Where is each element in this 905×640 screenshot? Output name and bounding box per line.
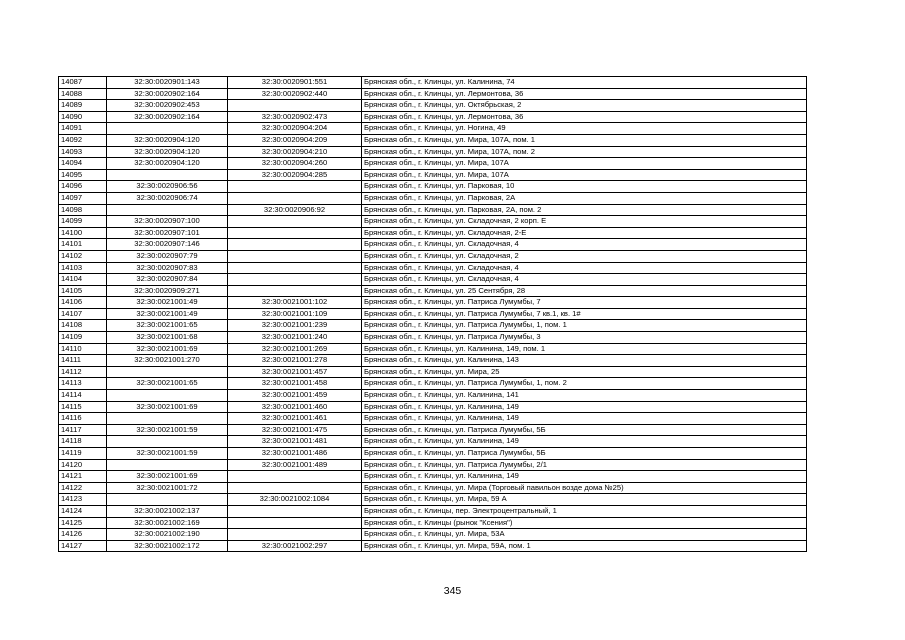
row-number-cell: 14101 [59, 239, 107, 251]
table-row [59, 494, 807, 506]
land-cadastral-number-cell: 32:30:0021001:72 [107, 482, 228, 494]
registry-table-body [59, 77, 807, 552]
building-cadastral-number-cell: 32:30:0020901:551 [228, 77, 362, 89]
land-cadastral-number-cell: 32:30:0021001:59 [107, 448, 228, 460]
address-cell: Брянская обл., г. Клинцы, ул. Патриса Лумумбы, 5Б [362, 424, 807, 436]
row-number-cell: 14122 [59, 482, 107, 494]
land-cadastral-number-cell [107, 366, 228, 378]
building-cadastral-number-cell [228, 227, 362, 239]
table-row [59, 505, 807, 517]
row-number-cell: 14108 [59, 320, 107, 332]
building-cadastral-number-cell [228, 100, 362, 112]
building-cadastral-number-cell [228, 192, 362, 204]
address-cell: Брянская обл., г. Клинцы, ул. Патриса Лумумбы, 5Б [362, 448, 807, 460]
address-cell: Брянская обл., г. Клинцы, ул. Лермонтова, 36 [362, 111, 807, 123]
table-row [59, 274, 807, 286]
table-row [59, 482, 807, 494]
land-cadastral-number-cell: 32:30:0021002:172 [107, 540, 228, 552]
building-cadastral-number-cell [228, 529, 362, 541]
row-number-cell: 14100 [59, 227, 107, 239]
table-row [59, 285, 807, 297]
land-cadastral-number-cell: 32:30:0021001:59 [107, 424, 228, 436]
building-cadastral-number-cell: 32:30:0020904:204 [228, 123, 362, 135]
land-cadastral-number-cell: 32:30:0020901:143 [107, 77, 228, 89]
address-cell: Брянская обл., г. Клинцы, ул. Парковая, 10 [362, 181, 807, 193]
land-cadastral-number-cell: 32:30:0020904:120 [107, 146, 228, 158]
address-cell: Брянская обл., г. Клинцы, ул. Патриса Лумумбы, 7 [362, 297, 807, 309]
address-cell: Брянская обл., г. Клинцы, ул. Парковая, 2А, пом. 2 [362, 204, 807, 216]
building-cadastral-number-cell [228, 517, 362, 529]
address-cell: Брянская обл., г. Клинцы, ул. Складочная, 2 [362, 250, 807, 262]
land-cadastral-number-cell: 32:30:0021001:49 [107, 297, 228, 309]
row-number-cell: 14095 [59, 169, 107, 181]
address-cell: Брянская обл., г. Клинцы, ул. Мира, 59 А [362, 494, 807, 506]
building-cadastral-number-cell: 32:30:0021002:297 [228, 540, 362, 552]
building-cadastral-number-cell: 32:30:0021001:278 [228, 355, 362, 367]
table-row [59, 529, 807, 541]
building-cadastral-number-cell: 32:30:0021001:109 [228, 308, 362, 320]
row-number-cell: 14098 [59, 204, 107, 216]
table-row [59, 413, 807, 425]
row-number-cell: 14115 [59, 401, 107, 413]
row-number-cell: 14118 [59, 436, 107, 448]
land-cadastral-number-cell [107, 413, 228, 425]
building-cadastral-number-cell: 32:30:0020902:440 [228, 88, 362, 100]
land-cadastral-number-cell: 32:30:0020906:56 [107, 181, 228, 193]
table-row [59, 239, 807, 251]
row-number-cell: 14090 [59, 111, 107, 123]
building-cadastral-number-cell [228, 216, 362, 228]
table-row [59, 378, 807, 390]
table-row [59, 123, 807, 135]
address-cell: Брянская обл., г. Клинцы, ул. Складочная, 4 [362, 274, 807, 286]
land-cadastral-number-cell: 32:30:0021002:169 [107, 517, 228, 529]
land-cadastral-number-cell: 32:30:0020907:146 [107, 239, 228, 251]
row-number-cell: 14107 [59, 308, 107, 320]
land-cadastral-number-cell: 32:30:0021001:69 [107, 471, 228, 483]
building-cadastral-number-cell [228, 274, 362, 286]
table-row [59, 401, 807, 413]
land-cadastral-number-cell: 32:30:0021001:69 [107, 401, 228, 413]
land-cadastral-number-cell [107, 123, 228, 135]
table-row [59, 88, 807, 100]
row-number-cell: 14092 [59, 134, 107, 146]
building-cadastral-number-cell: 32:30:0021001:240 [228, 332, 362, 344]
address-cell: Брянская обл., г. Клинцы, ул. Калинина, 149 [362, 436, 807, 448]
table-row [59, 436, 807, 448]
building-cadastral-number-cell: 32:30:0021001:475 [228, 424, 362, 436]
table-row [59, 216, 807, 228]
row-number-cell: 14116 [59, 413, 107, 425]
row-number-cell: 14103 [59, 262, 107, 274]
table-row [59, 448, 807, 460]
address-cell: Брянская обл., г. Клинцы, ул. Мира, 107А [362, 158, 807, 170]
row-number-cell: 14119 [59, 448, 107, 460]
building-cadastral-number-cell: 32:30:0021001:459 [228, 390, 362, 402]
address-cell: Брянская обл., г. Клинцы, ул. Патриса Лумумбы, 3 [362, 332, 807, 344]
row-number-cell: 14127 [59, 540, 107, 552]
building-cadastral-number-cell [228, 285, 362, 297]
address-cell: Брянская обл., г. Клинцы, ул. Мира, 107А, пом. 1 [362, 134, 807, 146]
building-cadastral-number-cell: 32:30:0020904:285 [228, 169, 362, 181]
address-cell: Брянская обл., г. Клинцы, ул. Октябрьская, 2 [362, 100, 807, 112]
address-cell: Брянская обл., г. Клинцы, ул. Патриса Лумумбы, 7 кв.1, кв. 1# [362, 308, 807, 320]
address-cell: Брянская обл., г. Клинцы, ул. Калинина, 141 [362, 390, 807, 402]
land-cadastral-number-cell: 32:30:0020902:164 [107, 111, 228, 123]
table-row [59, 471, 807, 483]
address-cell: Брянская обл., г. Клинцы, ул. Мира, 25 [362, 366, 807, 378]
address-cell: Брянская обл., г. Клинцы, ул. Ногина, 49 [362, 123, 807, 135]
land-cadastral-number-cell [107, 436, 228, 448]
building-cadastral-number-cell: 32:30:0021001:458 [228, 378, 362, 390]
row-number-cell: 14093 [59, 146, 107, 158]
land-cadastral-number-cell: 32:30:0020902:453 [107, 100, 228, 112]
table-row [59, 517, 807, 529]
address-cell: Брянская обл., г. Клинцы, ул. Патриса Лумумбы, 1, пом. 2 [362, 378, 807, 390]
row-number-cell: 14121 [59, 471, 107, 483]
registry-table [58, 76, 807, 552]
row-number-cell: 14126 [59, 529, 107, 541]
table-row [59, 100, 807, 112]
building-cadastral-number-cell [228, 505, 362, 517]
row-number-cell: 14096 [59, 181, 107, 193]
building-cadastral-number-cell: 32:30:0021001:461 [228, 413, 362, 425]
land-cadastral-number-cell: 32:30:0021001:49 [107, 308, 228, 320]
table-row [59, 77, 807, 89]
address-cell: Брянская обл., г. Клинцы, ул. Складочная, 2 корп. Е [362, 216, 807, 228]
land-cadastral-number-cell: 32:30:0020904:120 [107, 134, 228, 146]
land-cadastral-number-cell [107, 459, 228, 471]
address-cell: Брянская обл., г. Клинцы, ул. Калинина, 149 [362, 401, 807, 413]
address-cell: Брянская обл., г. Клинцы (рынок "Ксения") [362, 517, 807, 529]
address-cell: Брянская обл., г. Клинцы, ул. Лермонтова, 36 [362, 88, 807, 100]
building-cadastral-number-cell [228, 250, 362, 262]
land-cadastral-number-cell: 32:30:0021001:270 [107, 355, 228, 367]
row-number-cell: 14124 [59, 505, 107, 517]
building-cadastral-number-cell: 32:30:0020904:210 [228, 146, 362, 158]
row-number-cell: 14102 [59, 250, 107, 262]
address-cell: Брянская обл., г. Клинцы, ул. Калинина, 149 [362, 413, 807, 425]
land-cadastral-number-cell: 32:30:0021001:68 [107, 332, 228, 344]
row-number-cell: 14104 [59, 274, 107, 286]
land-cadastral-number-cell: 32:30:0020902:164 [107, 88, 228, 100]
land-cadastral-number-cell: 32:30:0021001:65 [107, 320, 228, 332]
building-cadastral-number-cell [228, 239, 362, 251]
building-cadastral-number-cell: 32:30:0021001:489 [228, 459, 362, 471]
building-cadastral-number-cell [228, 471, 362, 483]
row-number-cell: 14120 [59, 459, 107, 471]
address-cell: Брянская обл., г. Клинцы, ул. Мира, 107А, пом. 2 [362, 146, 807, 158]
building-cadastral-number-cell: 32:30:0020902:473 [228, 111, 362, 123]
row-number-cell: 14112 [59, 366, 107, 378]
table-row [59, 355, 807, 367]
building-cadastral-number-cell: 32:30:0021001:486 [228, 448, 362, 460]
land-cadastral-number-cell: 32:30:0020907:79 [107, 250, 228, 262]
land-cadastral-number-cell: 32:30:0021002:190 [107, 529, 228, 541]
row-number-cell: 14113 [59, 378, 107, 390]
building-cadastral-number-cell: 32:30:0021002:1084 [228, 494, 362, 506]
row-number-cell: 14110 [59, 343, 107, 355]
land-cadastral-number-cell: 32:30:0020904:120 [107, 158, 228, 170]
building-cadastral-number-cell: 32:30:0021001:481 [228, 436, 362, 448]
table-row [59, 424, 807, 436]
address-cell: Брянская обл., г. Клинцы, ул. Патриса Лумумбы, 1, пом. 1 [362, 320, 807, 332]
table-row [59, 250, 807, 262]
row-number-cell: 14091 [59, 123, 107, 135]
row-number-cell: 14088 [59, 88, 107, 100]
building-cadastral-number-cell: 32:30:0020904:209 [228, 134, 362, 146]
address-cell: Брянская обл., г. Клинцы, ул. Мира, 53А [362, 529, 807, 541]
land-cadastral-number-cell [107, 494, 228, 506]
address-cell: Брянская обл., г. Клинцы, ул. Складочная, 4 [362, 239, 807, 251]
land-cadastral-number-cell: 32:30:0020907:100 [107, 216, 228, 228]
row-number-cell: 14089 [59, 100, 107, 112]
table-row [59, 262, 807, 274]
table-row [59, 181, 807, 193]
row-number-cell: 14097 [59, 192, 107, 204]
land-cadastral-number-cell [107, 390, 228, 402]
table-row [59, 134, 807, 146]
land-cadastral-number-cell: 32:30:0020909:271 [107, 285, 228, 297]
table-row [59, 204, 807, 216]
row-number-cell: 14105 [59, 285, 107, 297]
address-cell: Брянская обл., г. Клинцы, ул. Парковая, 2А [362, 192, 807, 204]
row-number-cell: 14111 [59, 355, 107, 367]
building-cadastral-number-cell [228, 482, 362, 494]
row-number-cell: 14094 [59, 158, 107, 170]
land-cadastral-number-cell: 32:30:0020907:83 [107, 262, 228, 274]
row-number-cell: 14109 [59, 332, 107, 344]
building-cadastral-number-cell [228, 262, 362, 274]
address-cell: Брянская обл., г. Клинцы, ул. Калинина, 74 [362, 77, 807, 89]
land-cadastral-number-cell: 32:30:0021001:65 [107, 378, 228, 390]
building-cadastral-number-cell: 32:30:0021001:457 [228, 366, 362, 378]
building-cadastral-number-cell: 32:30:0021001:269 [228, 343, 362, 355]
address-cell: Брянская обл., г. Клинцы, ул. Складочная, 4 [362, 262, 807, 274]
table-row [59, 308, 807, 320]
address-cell: Брянская обл., г. Клинцы, ул. Калинина, 143 [362, 355, 807, 367]
building-cadastral-number-cell: 32:30:0021001:102 [228, 297, 362, 309]
row-number-cell: 14123 [59, 494, 107, 506]
address-cell: Брянская обл., г. Клинцы, ул. Складочная, 2-Е [362, 227, 807, 239]
address-cell: Брянская обл., г. Клинцы, ул. Мира (Торговый павильон возде дома №25) [362, 482, 807, 494]
table-row [59, 169, 807, 181]
building-cadastral-number-cell [228, 181, 362, 193]
land-cadastral-number-cell: 32:30:0020907:84 [107, 274, 228, 286]
table-row [59, 459, 807, 471]
row-number-cell: 14087 [59, 77, 107, 89]
table-row [59, 111, 807, 123]
address-cell: Брянская обл., г. Клинцы, ул. Мира, 107А [362, 169, 807, 181]
table-row [59, 343, 807, 355]
land-cadastral-number-cell: 32:30:0021001:69 [107, 343, 228, 355]
table-row [59, 366, 807, 378]
row-number-cell: 14114 [59, 390, 107, 402]
table-row [59, 297, 807, 309]
land-cadastral-number-cell [107, 204, 228, 216]
building-cadastral-number-cell: 32:30:0021001:239 [228, 320, 362, 332]
row-number-cell: 14099 [59, 216, 107, 228]
table-row [59, 192, 807, 204]
land-cadastral-number-cell [107, 169, 228, 181]
table-row [59, 332, 807, 344]
address-cell: Брянская обл., г. Клинцы, ул. Калинина, 149 [362, 471, 807, 483]
table-row [59, 146, 807, 158]
table-row [59, 540, 807, 552]
land-cadastral-number-cell: 32:30:0020907:101 [107, 227, 228, 239]
land-cadastral-number-cell: 32:30:0020906:74 [107, 192, 228, 204]
land-cadastral-number-cell: 32:30:0021002:137 [107, 505, 228, 517]
address-cell: Брянская обл., г. Клинцы, ул. Мира, 59А, пом. 1 [362, 540, 807, 552]
table-row [59, 158, 807, 170]
row-number-cell: 14117 [59, 424, 107, 436]
table-row [59, 227, 807, 239]
table-row [59, 320, 807, 332]
address-cell: Брянская обл., г. Клинцы, пер. Электроцентральный, 1 [362, 505, 807, 517]
address-cell: Брянская обл., г. Клинцы, ул. Калинина, 149, пом. 1 [362, 343, 807, 355]
building-cadastral-number-cell: 32:30:0020906:92 [228, 204, 362, 216]
address-cell: Брянская обл., г. Клинцы, ул. 25 Сентября, 28 [362, 285, 807, 297]
page-number: 345 [443, 585, 462, 597]
building-cadastral-number-cell: 32:30:0021001:460 [228, 401, 362, 413]
address-cell: Брянская обл., г. Клинцы, ул. Патриса Лумумбы, 2/1 [362, 459, 807, 471]
row-number-cell: 14125 [59, 517, 107, 529]
building-cadastral-number-cell: 32:30:0020904:260 [228, 158, 362, 170]
row-number-cell: 14106 [59, 297, 107, 309]
table-row [59, 390, 807, 402]
